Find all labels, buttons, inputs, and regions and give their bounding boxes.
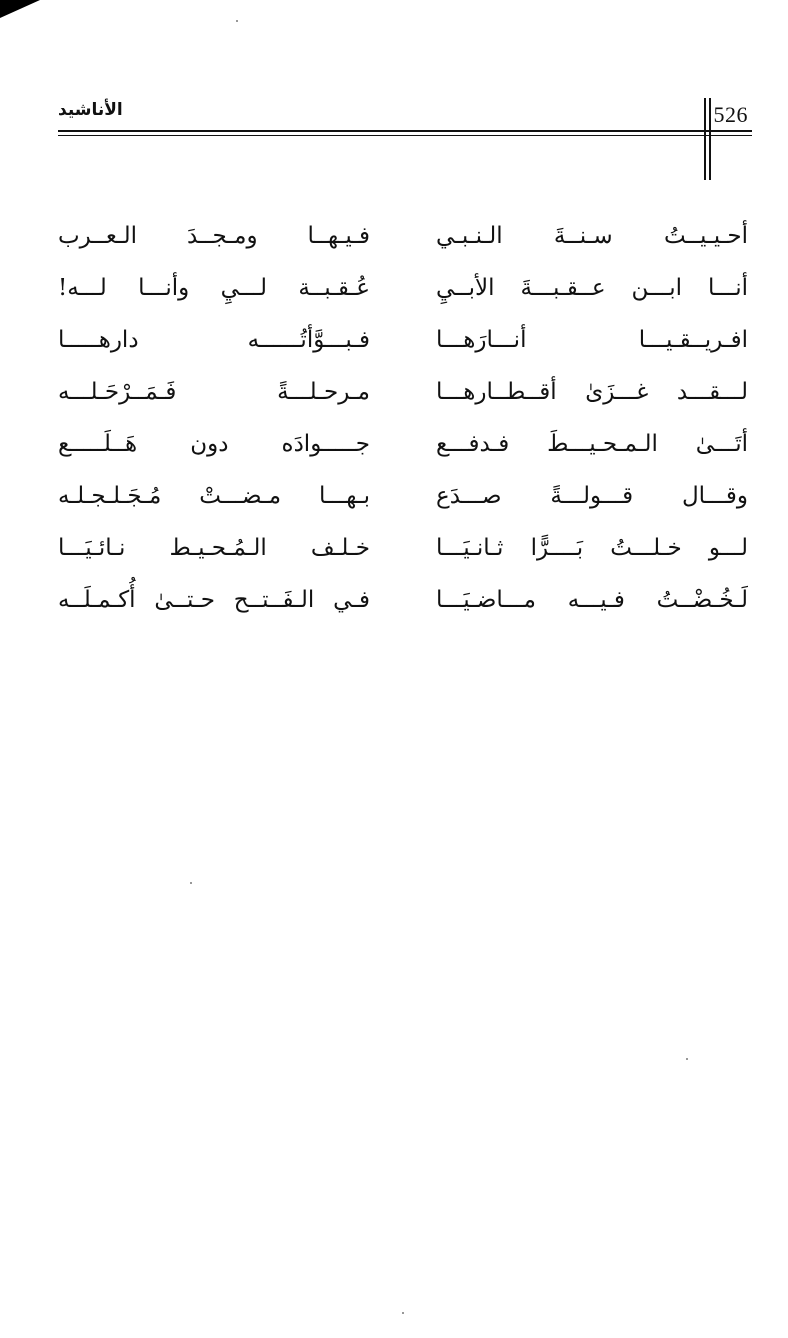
verse-first-hemistich: لـــو خـلـــتُ بَــــرًّا ثـانـيَـــا xyxy=(436,535,748,561)
verse xyxy=(58,470,748,522)
poem xyxy=(58,210,748,626)
verse-second-hemistich: فـيـهــا ومـجــدَ الـعــرب xyxy=(58,223,370,249)
verse-second-hemistich: فـي الـفَــتــح حـتــىٰ أُكـمـلَــه xyxy=(58,587,370,613)
scan-speck xyxy=(190,882,192,884)
running-title: الأناشيد xyxy=(58,100,123,120)
verse-second-hemistich: جـــــوادَه دون هَــلَـــــع xyxy=(58,431,370,457)
scan-speck xyxy=(686,1058,688,1060)
verse-second-hemistich: مـرحـلـــةً فَـمَــرْحَـلـــه xyxy=(58,379,370,405)
verse xyxy=(58,210,748,262)
scan-corner-mark xyxy=(0,0,40,18)
page-header xyxy=(58,96,752,180)
verse-first-hemistich: افـريــقـيـــا أنـــارَهـــا xyxy=(436,327,748,353)
verse-second-hemistich: عُـقـبــة لـــيِ وأنـــا لـــه! xyxy=(58,275,370,301)
scan-speck xyxy=(402,1312,404,1314)
scan-speck xyxy=(236,20,238,22)
verse-first-hemistich: وقـــال قـــولـــةً صـــدَع xyxy=(436,483,748,509)
verse-first-hemistich: لَـخُـضْــتُ فـيـــه مـــاضـيَـــا xyxy=(436,587,748,613)
page-number: 526 xyxy=(713,102,748,127)
verse-second-hemistich: بـهـــا مـضـــتْ مُـجَـلـجـلـه xyxy=(58,483,370,509)
verse-second-hemistich: خـلـف الـمُـحـيـط نـائـيَـــا xyxy=(58,535,370,561)
verse-first-hemistich: لـــقـــد غـــزَىٰ أقــطــارهـــا xyxy=(436,379,748,405)
verse-first-hemistich: أحـيـيــتُ سـنــةَ الـنـبـي xyxy=(436,223,748,249)
verse xyxy=(58,262,748,314)
verse-second-hemistich: فـبـــوَّأتُــــــه دارهـــــا xyxy=(58,327,370,353)
verse-first-hemistich: أتَـــىٰ الـمـحـيـــطَ فـدفـــع xyxy=(436,431,748,457)
verse-first-hemistich: أنـــا ابـــن عــقـبـــةَ الأبــيِ xyxy=(436,275,748,301)
verse xyxy=(58,314,748,366)
header-rule-bottom xyxy=(58,135,752,136)
verse xyxy=(58,366,748,418)
verse xyxy=(58,418,748,470)
verse xyxy=(58,522,748,574)
header-vertical-rule xyxy=(709,98,711,180)
verse xyxy=(58,574,748,626)
header-vertical-rule xyxy=(704,98,706,180)
header-rule-top xyxy=(58,130,752,132)
